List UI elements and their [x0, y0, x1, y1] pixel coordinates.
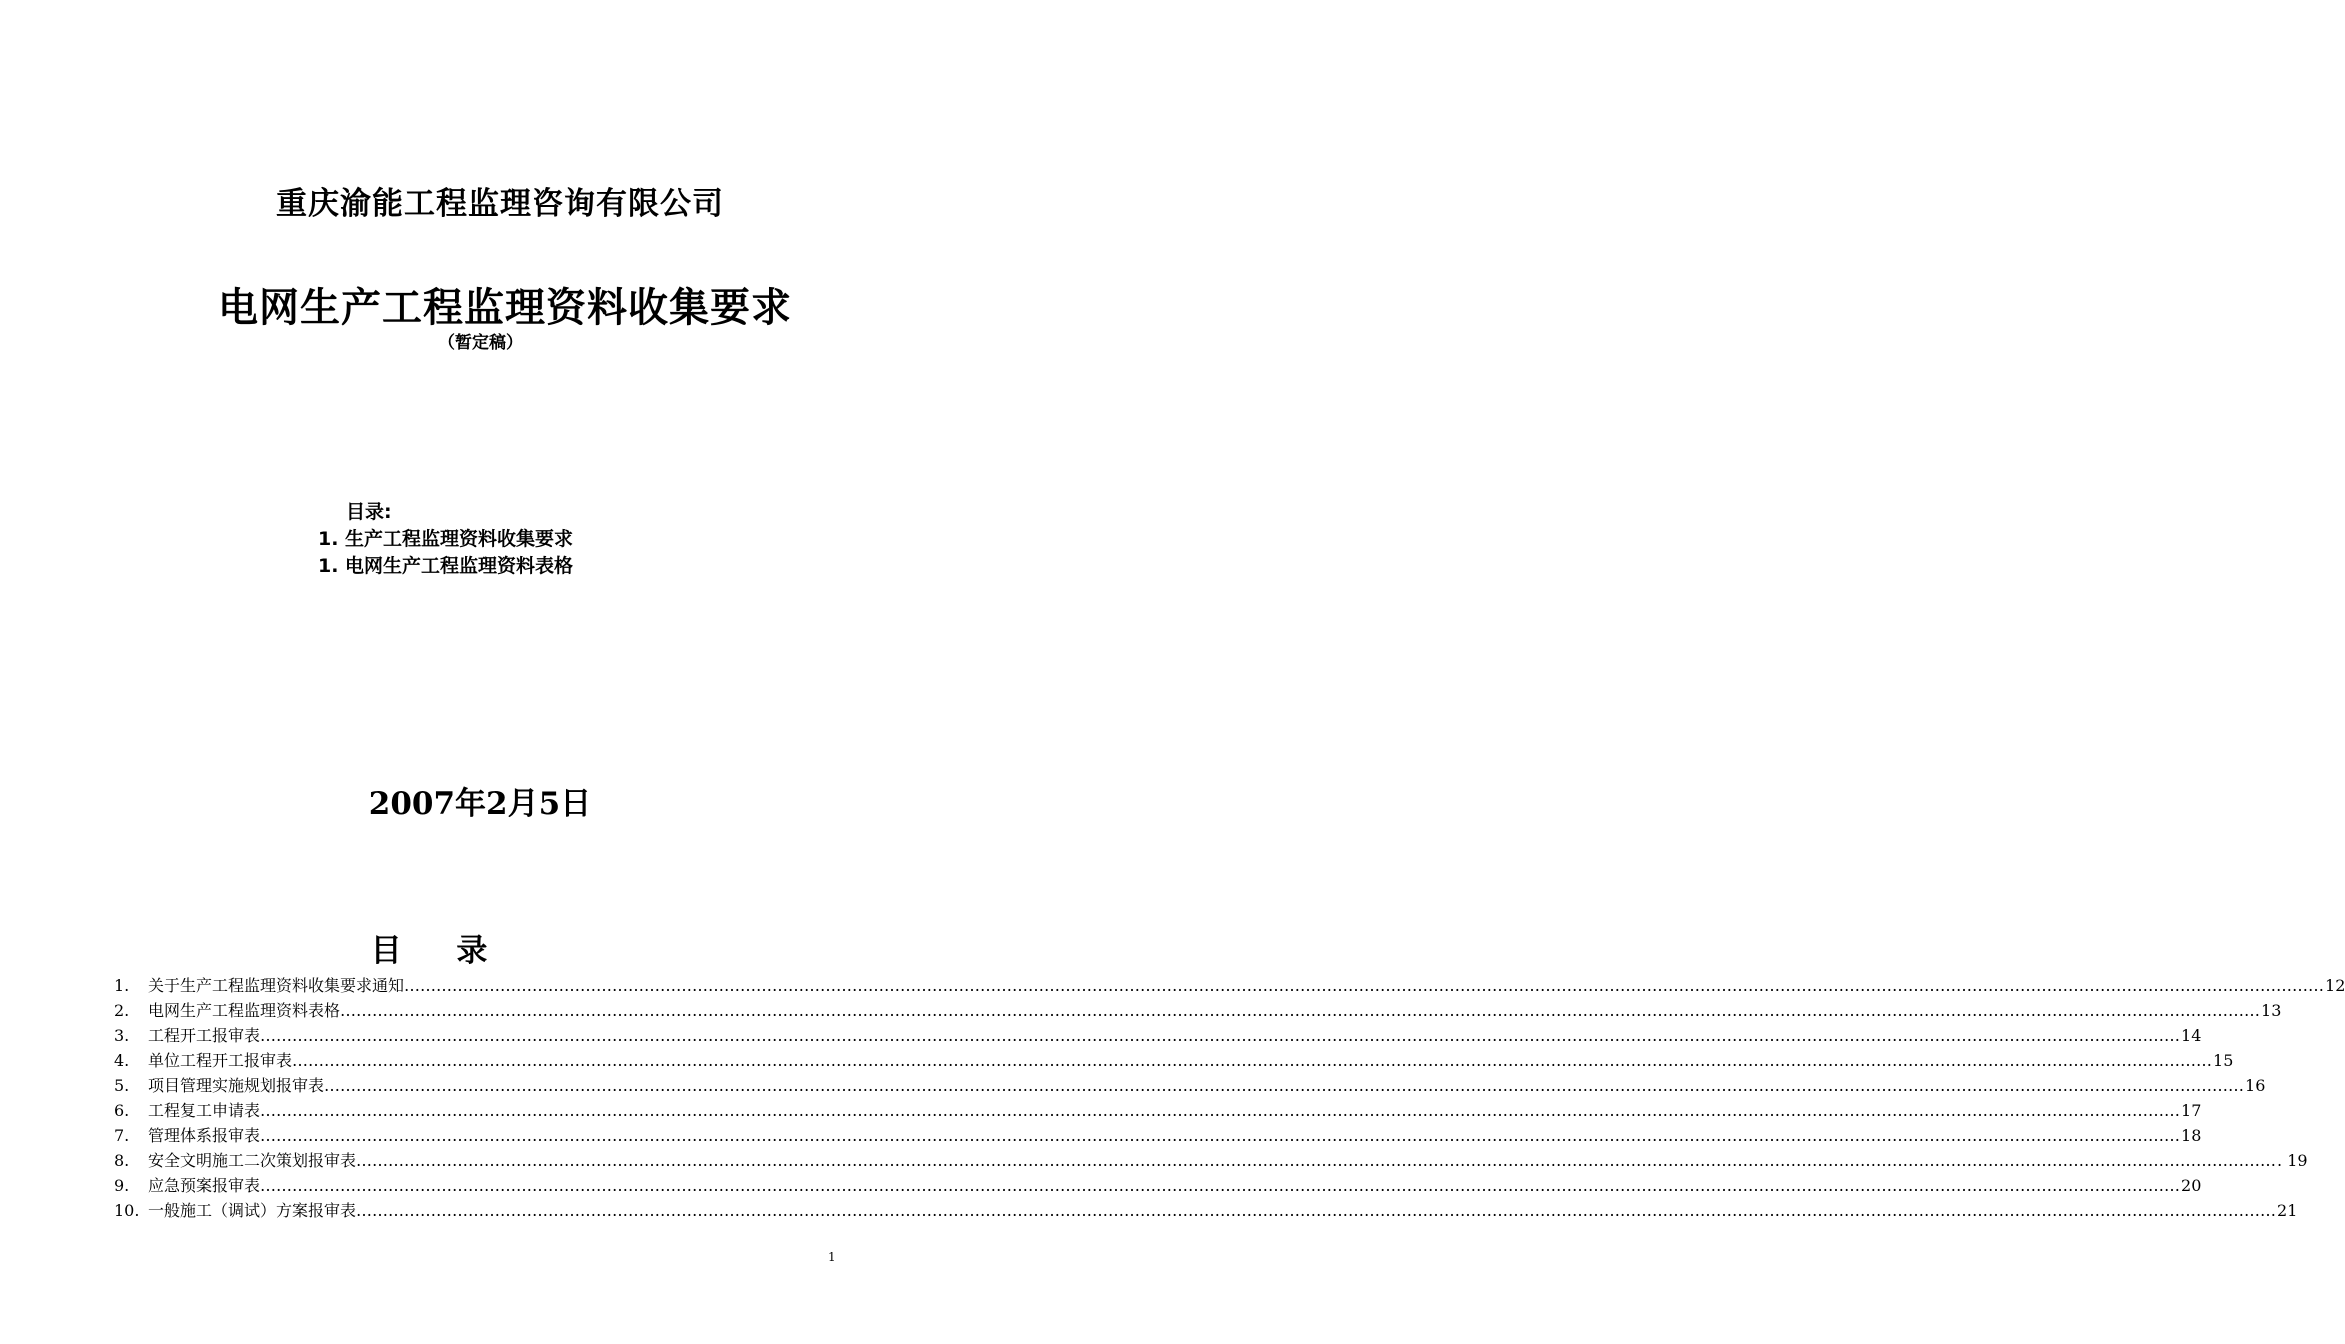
toc-entry	[114, 1198, 2298, 1223]
toc-entry	[114, 1148, 2308, 1173]
toc-leader-dots: ………………………………………………………………………………………………………………………………………………………………………………………………………………………………………………………………………………………………………………………………	[404, 976, 2325, 995]
document-subtitle: （暂定稿）	[438, 333, 523, 353]
toc-entry-number: 7.	[114, 1126, 130, 1145]
toc-entry-number: 6.	[114, 1101, 130, 1120]
toc-entry-page: 18	[2181, 1126, 2202, 1145]
table-of-contents	[114, 973, 2345, 1223]
toc-entry-page: 14	[2181, 1026, 2202, 1045]
toc-entry-page: 13	[2261, 1001, 2282, 1020]
toc-entry-page: 21	[2277, 1201, 2298, 1220]
toc-entry-page: 12	[2325, 976, 2345, 995]
toc-entry	[114, 1073, 2266, 1098]
page-number: 1	[828, 1250, 836, 1264]
toc-entry-number: 4.	[114, 1051, 130, 1070]
toc-entry-title: 单位工程开工报审表	[148, 1051, 293, 1070]
toc-heading: 目 录	[370, 933, 510, 969]
toc-leader-dots: ………………………………………………………………………………………………………………………………………………………………………………………………………………………………………………………………………………………………………………………………	[260, 1026, 2181, 1045]
toc-entry-page: 20	[2181, 1176, 2202, 1195]
toc-entry-number: 1.	[114, 976, 130, 995]
toc-leader-dots: ………………………………………………………………………………………………………………………………………………………………………………………………………………………………………………………………………………………………………………………………	[356, 1201, 2277, 1220]
contents-intro-item: 1. 生产工程监理资料收集要求	[318, 528, 574, 550]
toc-entry-page: . 19	[2277, 1151, 2308, 1170]
toc-leader-dots: ………………………………………………………………………………………………………………………………………………………………………………………………………………………………………………………………………………………………………………………………	[324, 1076, 2245, 1095]
toc-entry	[114, 1023, 2202, 1048]
toc-entry-number: 5.	[114, 1076, 130, 1095]
toc-entry-number: 10.	[114, 1201, 140, 1220]
toc-leader-dots: ………………………………………………………………………………………………………………………………………………………………………………………………………………………………………………………………………………………………………………………………	[260, 1126, 2181, 1145]
toc-entry-page: 16	[2245, 1076, 2266, 1095]
toc-entry-page: 17	[2181, 1101, 2202, 1120]
toc-entry-title: 安全文明施工二次策划报审表	[148, 1151, 357, 1170]
document-date: 2007年2月5日	[368, 786, 592, 822]
toc-entry-title: 应急预案报审表	[148, 1176, 261, 1195]
toc-entry	[114, 1173, 2202, 1198]
toc-entry-title: 一般施工（调试）方案报审表	[148, 1201, 357, 1220]
toc-leader-dots: ………………………………………………………………………………………………………………………………………………………………………………………………………………………………………………………………………………………………………………………………	[260, 1176, 2181, 1195]
toc-entry	[114, 1098, 2202, 1123]
toc-entry-title: 工程开工报审表	[148, 1026, 261, 1045]
toc-entry-title: 管理体系报审表	[148, 1126, 261, 1145]
contents-intro-label: 目录:	[346, 501, 392, 523]
toc-leader-dots: ………………………………………………………………………………………………………………………………………………………………………………………………………………………………………………………………………………………………………………………………	[340, 1001, 2261, 1020]
toc-entry-number: 2.	[114, 1001, 130, 1020]
toc-entry-title: 电网生产工程监理资料表格	[148, 1001, 341, 1020]
toc-entry	[114, 1123, 2202, 1148]
toc-entry-number: 8.	[114, 1151, 130, 1170]
toc-entry-number: 9.	[114, 1176, 130, 1195]
toc-entry	[114, 998, 2282, 1023]
contents-intro	[318, 499, 573, 580]
toc-entry-title: 项目管理实施规划报审表	[148, 1076, 325, 1095]
toc-entry-number: 3.	[114, 1026, 130, 1045]
toc-entry-page: 15	[2213, 1051, 2234, 1070]
contents-intro-item: 1. 电网生产工程监理资料表格	[318, 555, 574, 577]
toc-entry	[114, 1048, 2234, 1073]
toc-entry	[114, 973, 2345, 998]
toc-leader-dots: ………………………………………………………………………………………………………………………………………………………………………………………………………………………………………………………………………………………………………………………………	[260, 1101, 2181, 1120]
toc-leader-dots: ………………………………………………………………………………………………………………………………………………………………………………………………………………………………………………………………………………………………………………………………	[356, 1151, 2277, 1170]
document-title: 电网生产工程监理资料收集要求	[218, 285, 792, 331]
toc-leader-dots: ………………………………………………………………………………………………………………………………………………………………………………………………………………………………………………………………………………………………………………………………	[292, 1051, 2213, 1070]
company-name: 重庆渝能工程监理咨询有限公司	[276, 186, 724, 222]
toc-entry-title: 工程复工申请表	[148, 1101, 261, 1120]
toc-entry-title: 关于生产工程监理资料收集要求通知	[148, 976, 405, 995]
